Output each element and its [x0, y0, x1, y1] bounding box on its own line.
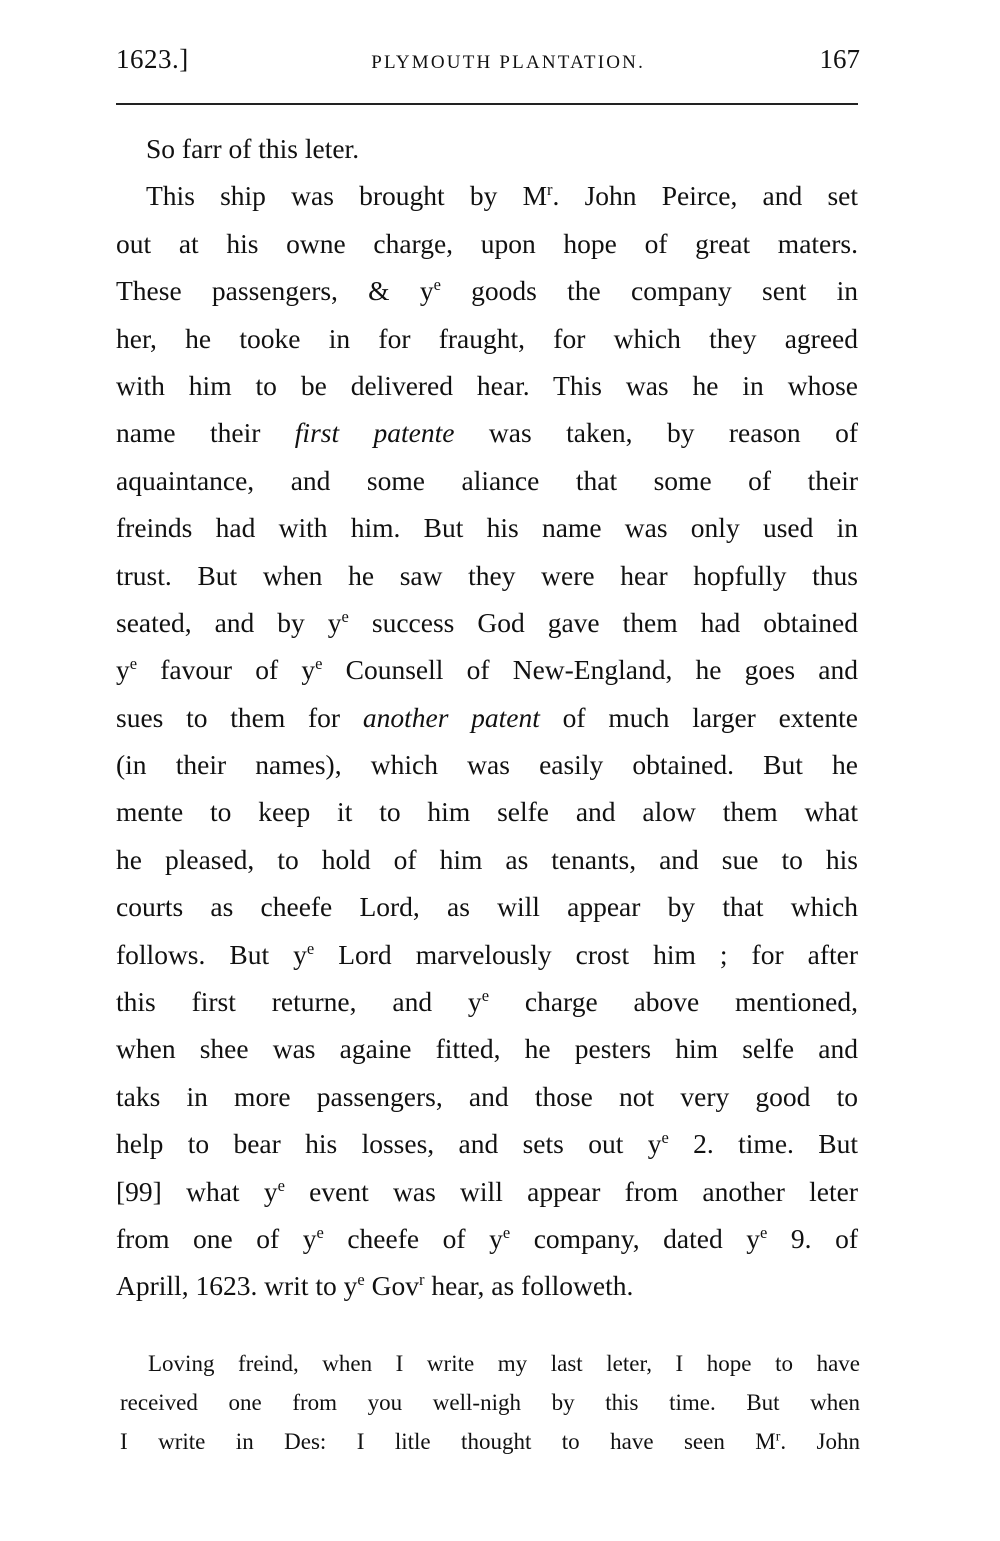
- text-line: sues to them for another patent of much larger extente: [116, 701, 858, 733]
- text-line: from one of $y^e$ cheefe of $y^e$ company, dated $y^e$ 9. of: [116, 1222, 858, 1254]
- text-line: freinds had with him. But his name was only used in: [116, 512, 858, 544]
- letter-quotation: [120, 1344, 860, 1461]
- text-line: out at his owne charge, upon hope of great maters.: [116, 227, 858, 259]
- main-text: [116, 125, 858, 1310]
- header-rule: [116, 103, 858, 105]
- page-number: 167: [819, 44, 860, 74]
- text-line: mente to keep it to him selfe and alow them what: [116, 796, 858, 828]
- header-year: 1623.]: [116, 44, 189, 74]
- header-title: PLYMOUTH PLANTATION.: [371, 52, 646, 73]
- text-line: name their first patente was taken, by reason of: [116, 417, 858, 449]
- text-line: [99] what $y^e$ event was will appear from another leter: [116, 1175, 858, 1207]
- letter-line: Loving freind, when I write my last leter, I hope to have: [148, 1351, 860, 1376]
- text-line: (in their names), which was easily obtained. But he: [116, 749, 858, 781]
- text-line: follows. But $y^e$ Lord marvelously crost him ; for after: [116, 938, 858, 970]
- text-line: These passengers, & $y^e$ goods the company sent in: [116, 275, 858, 307]
- text-line: So farr of this leter.: [146, 133, 360, 164]
- text-line: $y^e$ favour of $y^e$ Counsell of New-England, he goes and: [116, 654, 858, 686]
- text-line: Aprill, 1623. writ to $y^e$ Gov$^r$ hear, as followeth.: [116, 1270, 634, 1302]
- text-line: seated, and by $y^e$ success God gave them had obtained: [116, 606, 858, 638]
- text-line: taks in more passengers, and those not very good to: [116, 1080, 858, 1112]
- text-line: courts as cheefe Lord, as will appear by that which: [116, 891, 858, 923]
- text-line: with him to be delivered hear. This was he in whose: [116, 369, 858, 401]
- letter-line: I write in Des: I litle thought to have seen $M^r$. John: [120, 1428, 860, 1454]
- text-line: her, he tooke in for fraught, for which they agreed: [116, 322, 858, 354]
- text-line: this first returne, and $y^e$ charge above mentioned,: [116, 986, 858, 1018]
- text-line: This ship was brought by $M^r$. John Peirce, and set: [146, 180, 858, 212]
- text-line: when shee was againe fitted, he pesters him selfe and: [116, 1033, 858, 1065]
- text-line: help to bear his losses, and sets out $y^e$ 2. time. But: [116, 1128, 858, 1160]
- text-line: aquaintance, and some aliance that some of their: [116, 464, 858, 496]
- text-line: he pleased, to hold of him as tenants, and sue to his: [116, 843, 858, 875]
- letter-line: received one from you well-nigh by this time. But when: [120, 1390, 860, 1415]
- text-line: trust. But when he saw they were hear hopfully thus: [116, 559, 858, 591]
- running-head: [116, 44, 860, 92]
